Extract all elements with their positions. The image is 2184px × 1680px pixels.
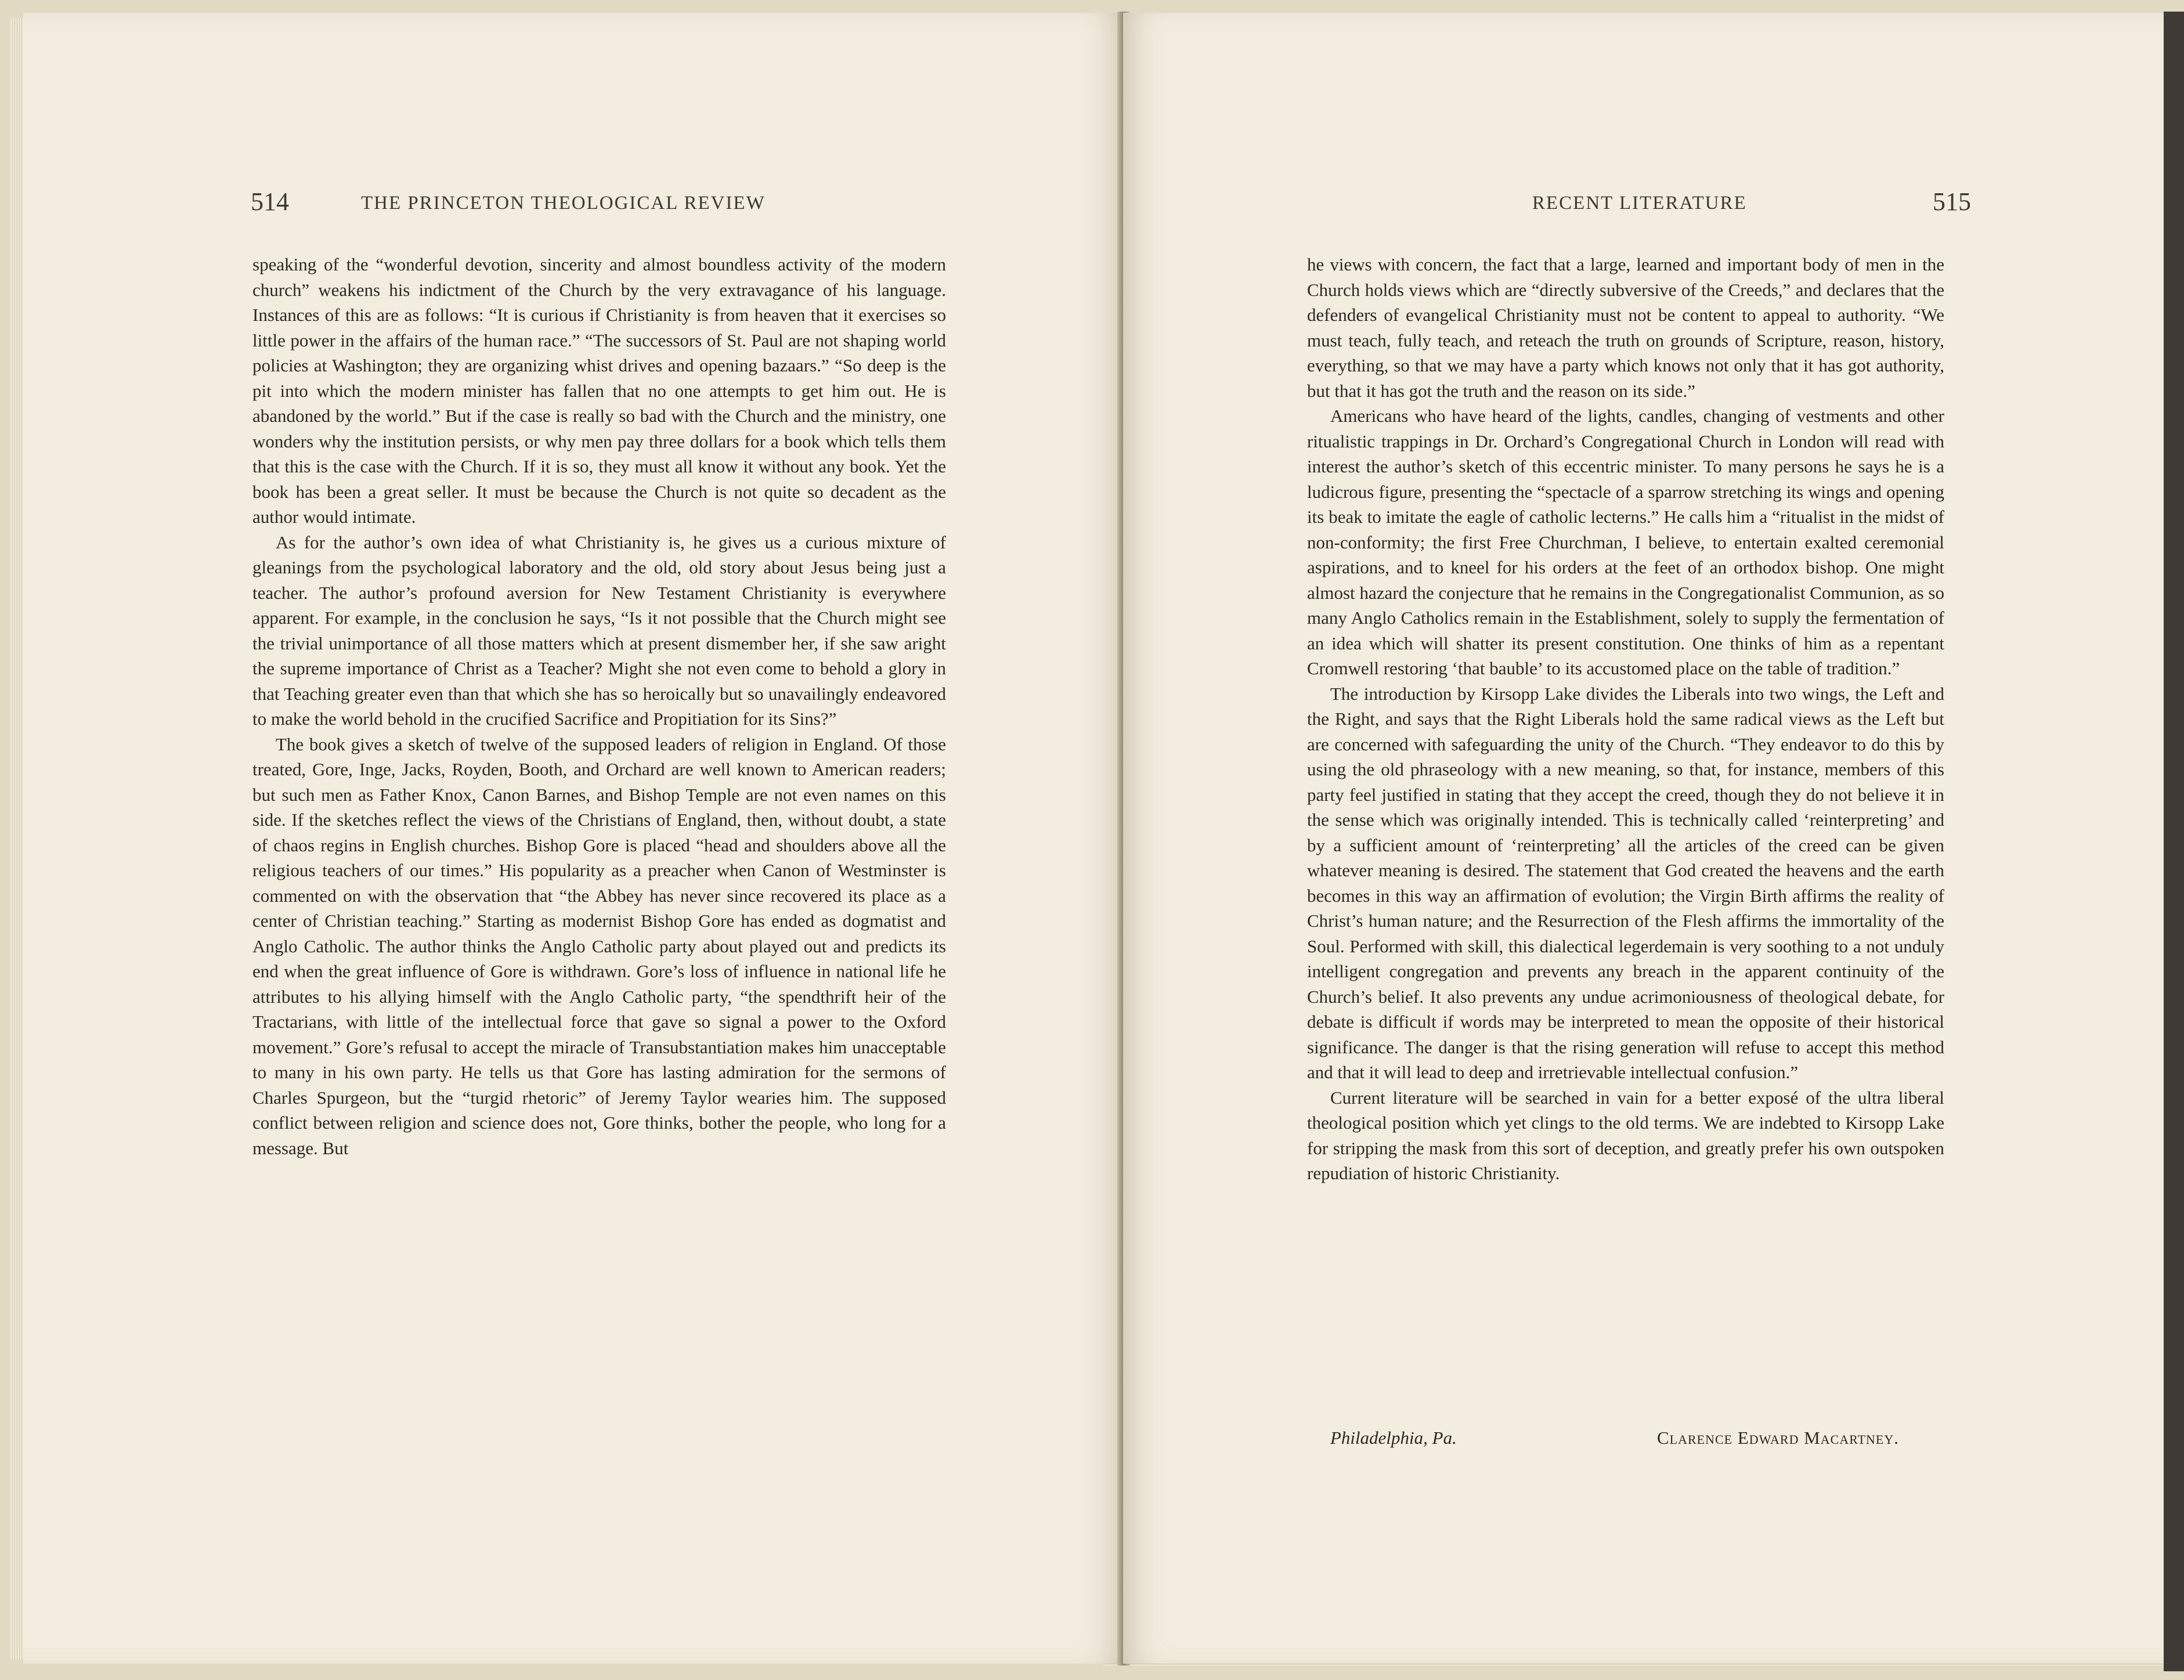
paragraph: Americans who have heard of the lights, candles, changing of vestments and other ritualistic trappings in Dr. Orchard’s Congregational Church in London will read with interest the author’s sketch of this eccentric minister. To many persons he says he is a ludicrous figure, presenting the “spectacle of a sparrow stretching its wings and opening its beak to imitate the eagle of catholic lecterns.” He calls him a “ritualist in the midst of non-conformity; the first Free Churchman, I believe, to entertain exalted ceremonial aspirations, and to kneel for his orders at the feet of an orthodox bishop. One might almost hazard the conjecture that he remains in the Congregationalist Communion, as so many Anglo Catholics remain in the Establishment, solely to supply the fermentation of an idea which will shatter its present constitution. One thinks of him as a repentant Cromwell restoring ‘that bauble’ to its accustomed place on the table of tradition.” (1307, 406, 1944, 678)
running-head-right: RECENT LITERATURE (1532, 193, 1747, 214)
paragraph: Current literature will be searched in vain for a better exposé of the ultra liberal theological position which yet clings to the old terms. We are indebted to Kirsopp Lake for stripping the mask from this sort of deception, and greatly prefer his own outspoken repudiation of historic Christianity. (1307, 1087, 1944, 1183)
right-page (1123, 13, 2165, 1664)
paragraph: The introduction by Kirsopp Lake divides the Liberals into two wings, the Left and the Right, and says that the Right Liberals hold the same radical views as the Left but are concerned with safeguarding the unity of the Church. “They endeavor to do this by using the old phraseology with a new meaning, so that, for instance, members of this party feel justified in stating that they accept the creed, though they do not believe it in the sense which was originally intended. This is technically called ‘reinterpreting’ and by a sufficient amount of ‘reinterpreting’ all the articles of the creed can be given whatever meaning is desired. The statement that God created the heavens and the earth becomes in this way an affirmation of evolution; the Virgin Birth affirms the reality of Christ’s human nature; and the Resurrection of the Flesh affirms the immortality of the Soul. Performed with skill, this dialectical legerdemain is very soothing to a not unduly intelligent congregation and prevents any breach in the apparent continuity of the Church’s belief. It also prevents any undue acrimoniousness of theological debate, for debate is difficult if words may be interpreted to mean the opposite of their historical significance. The danger is that the rising generation will refuse to accept this method and that it will lead to deep and irretrievable intellectual confusion.” (1307, 683, 1944, 1082)
page-number-right: 515 (1933, 187, 1971, 216)
running-head-left: THE PRINCETON THEOLOGICAL REVIEW (361, 193, 766, 214)
signature-place: Philadelphia, Pa. (1330, 1428, 1457, 1448)
page-edges-left (10, 17, 24, 1660)
signature-name: Clarence Edward Macartney. (1657, 1428, 1899, 1448)
right-page-body (1307, 252, 1944, 1186)
paragraph: he views with concern, the fact that a large, learned and important body of men in the Church holds views which are “directly subversive of the Creeds,” and declares that the defenders of evangelical Christianity must not be content to appeal to authority. “We must teach, fully teach, and reteach the truth on grounds of Scripture, reason, history, everything, so that we may have a party which knows not only that it has got authority, but that it has got the truth and the reason on its side.” (1307, 254, 1944, 401)
page-number-left: 514 (251, 187, 289, 216)
paragraph: The book gives a sketch of twelve of the supposed leaders of religion in England. Of those treated, Gore, Inge, Jacks, Royden, Booth, and Orchard are well known to American readers; but such men as Father Knox, Canon Barnes, and Bishop Temple are not even names on this side. If the sketches reflect the views of the Christians of England, then, without doubt, a state of chaos regins in English churches. Bishop Gore is placed “head and shoulders above all the religious teachers of our times.” His popularity as a preacher when Canon of Westminster is commented on with the observation that “the Abbey has never since recovered its place as a center of Christian teaching.” Starting as modernist Bishop Gore has ended as dogmatist and Anglo Catholic. The author thinks the Anglo Catholic party about played out and predicts its end when the great influence of Gore is withdrawn. Gore’s loss of influence in national life he attributes to his allying himself with the Anglo Catholic party, “the spendthrift heir of the Tractarians, with little of the intellectual force that gave so signal a power to the Oxford movement.” Gore’s refusal to accept the miracle of Transubstantiation makes him unacceptable to many in his own party. He tells us that Gore has lasting admiration for the sermons of Charles Spurgeon, but the “turgid rhetoric” of Jeremy Taylor wearies him. The supposed conflict between religion and science does not, Gore thinks, bother the people, who long for a message. But (252, 734, 946, 1158)
left-page-body (252, 252, 946, 1161)
left-page (23, 13, 1123, 1664)
paragraph: As for the author’s own idea of what Christianity is, he gives us a curious mixture of gleanings from the psychological laboratory and the old, old story about Jesus being just a teacher. The author’s profound aversion for New Testament Christianity is everywhere apparent. For example, in the conclusion he says, “Is it not possible that the Church might see the trivial unimportance of all those matters which at present dismember her, if she saw aright the supreme importance of Christ as a Teacher? Might she not even come to behold a glory in that Teaching greater even than that which she has so heroically but so unavailingly endeavored to make the world behold in the crucified Sacrifice and Propitiation for its Sins?” (252, 532, 946, 729)
book-cover-edge (2164, 12, 2184, 1671)
paragraph: speaking of the “wonderful devotion, sincerity and almost boundless activity of the modern church” weakens his indictment of the Church by the very extravagance of his language. Instances of this are as follows: “It is curious if Christianity is from heaven that it exercises so little power in the affairs of the human race.” “The successors of St. Paul are not shaping world policies at Washington; they are organizing whist drives and opening bazaars.” “So deep is the pit into which the modern minister has fallen that no one attempts to get him out. He is abandoned by the world.” But if the case is really so bad with the Church and the ministry, one wonders why the institution persists, or why men pay three dollars for a book which tells them that this is the case with the Church. If it is so, they must all know it without any book. Yet the book has been a great seller. It must be because the Church is not quite so decadent as the author would intimate. (252, 254, 946, 527)
